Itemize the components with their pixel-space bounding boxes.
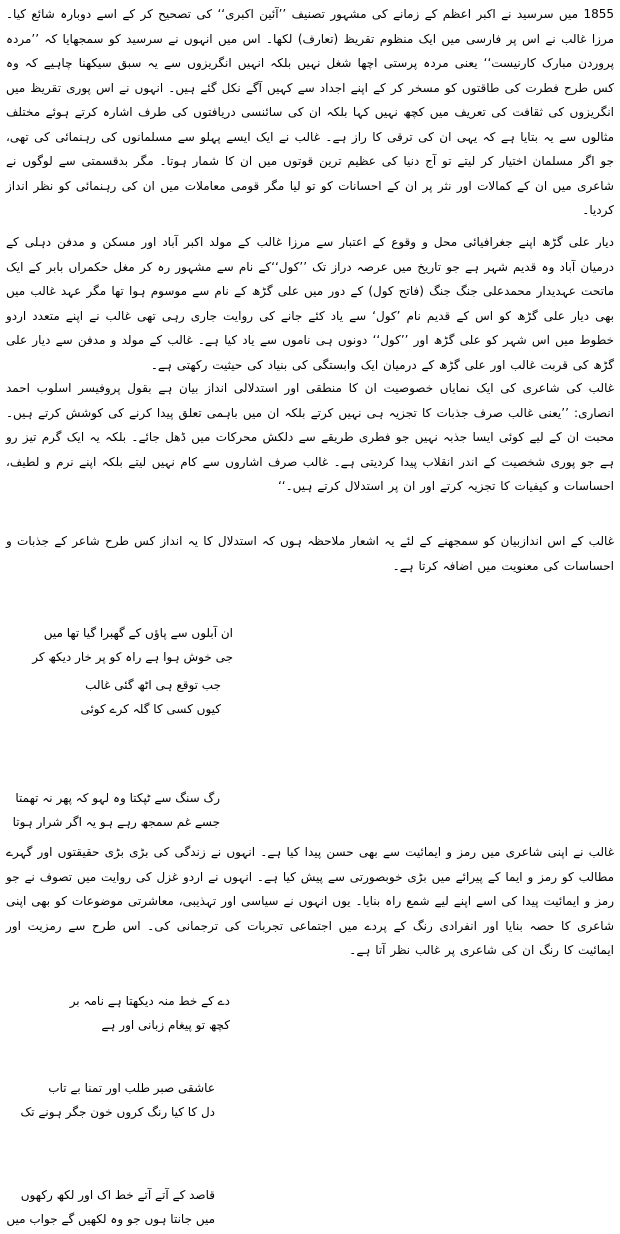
paragraph-logical-style: غالب کی شاعری کی ایک نمایاں خصوصیت ان کا منطقی اور استدلالی انداز بیان ہے بقول پروفیسر اسلوب احمد انصاری: ’’یعنی غالب صرف جذبات کا تجزیہ ہی نہیں کرتے بلکہ ان میں باہمی تعلق پیدا کرنے کی کوشش کرتے ہیں۔ محبت ان کے لیے کوئی ایسا جذبہ نہیں جو فطری طریقے سے دلکش محرکات میں ڈھل جائے۔ بلکہ یہ ایک گرم تیز رو ہے جو پوری شخصیت کے اندر انقلاب پیدا کردیتی ہے۔ غالب صرف اشاروں سے کام نہیں لیتے بلکہ اپنے نرم و لطیف، احساسات و کیفیات کا تجزیہ کرتے اور ان پر استدلال کرتے ہیں۔‘‘	[6, 381, 614, 493]
couplet	[80, 673, 221, 721]
paragraph-intro-verses: غالب کے اس اندازبیان کو سمجھنے کے لئے یہ اشعار ملاحظہ ہوں کہ استدلال کا یہ انداز کس طرح شاعر کے جذبات و احساسات کی معنویت میں اضافہ کرتا ہے۔	[6, 534, 614, 573]
paragraph-symbolism: غالب نے اپنی شاعری میں رمز و ایمائیت سے بھی حسن پیدا کیا ہے۔ انہوں نے زندگی کی بڑی بڑی حقیقتوں اور گہرے مطالب کو رمز و ایما کے پیرائے میں بڑی خوبصورتی سے پیش کیا ہے۔ انہوں نے اردو غزل کی روایت میں تصوف نے جو رمز و ایمائیت پیدا کی اسے اپنے لیے شمع راہ بنایا۔ یوں انہوں نے سیاسی اور تہذیبی، معاشرتی موضوعات کو بھی اپنی شاعری کا حصہ بنایا اور انفرادی رنگ کے پردے میں اجتماعی تجربات کی ترجمانی کی۔ اس طرح سے رمزیت اور ایمائیت کا رنگ ان کی شاعری پر غالب نظر آتا ہے۔	[6, 845, 614, 957]
paragraph-ain-e-akbari: 1855 میں سرسید نے اکبر اعظم کے زمانے کی مشہور تصنیف ’’آئین اکبری‘‘ کی تصحیح کر کے اسے دوبارہ شائع کیا۔ مرزا غالب نے اس پر فارسی میں ایک منظوم تقریظ (تعارف) لکھا۔ اس میں انہوں نے سرسید کو سمجھایا کہ ’’مردہ پروردن مبارک کارنیست‘‘ یعنی مردہ پرستی اچھا شغل نہیں بلکہ انہیں انگریزوں سے یہ سبق سیکھنا چاہیے کہ وہ کس طرح فطرت کی طاقتوں کو مسخر کر کے اپنے اجداد سے کہیں آگے نکل گئے ہیں۔ انہوں نے اس پوری تقریظ میں انگریزوں کی ثقافت کی تعریف میں کچھ نہیں کہا بلکہ ان کی سائنسی دریافتوں کی طرف اشارہ کرتے ہوئے مختلف مثالوں سے یہ بتایا ہے کہ یہی ان کی ترقی کا راز ہے۔ غالب نے ایک ایسے پہلو سے مسلمانوں کی رہنمائی کی تھی، جو اگر مسلمان اختیار کر لیتے تو آج دنیا کی عظیم ترین قوتوں میں ان کا شمار ہوتا۔ مگر بدقسمتی سے لوگوں نے شاعری میں ان کے کمالات اور نثر پر ان کے احسانات کو تو لیا مگر قومی معاملات میں ان کی رہنمائی کو نظر انداز کردیا۔	[6, 7, 614, 217]
couplet-line: رگ سنگ سے ٹپکتا وہ لہو کہ پھر نہ تھمتا	[15, 791, 220, 805]
couplet-line: دے کے خط منہ دیکھتا ہے نامہ بر	[69, 994, 230, 1008]
couplet-line: دل کا کیا رنگ کروں خون جگر ہونے تک	[20, 1105, 215, 1119]
couplet-line: کیوں کسی کا گلہ کرے کوئی	[80, 702, 221, 716]
couplet-line: جسے غم سمجھ رہے ہو یہ اگر شرار ہوتا	[12, 815, 220, 829]
couplet-line: قاصد کے آتے آتے خط اک اور لکھ رکھوں	[20, 1188, 215, 1202]
couplet-line: عاشقی صبر طلب اور تمنا بے تاب	[48, 1081, 215, 1095]
couplet	[20, 1076, 215, 1124]
couplet	[6, 1183, 215, 1231]
couplet-line: جب توقع ہی اٹھ گئی غالب	[85, 678, 221, 692]
couplet-line: کچھ تو پیغام زبانی اور ہے	[101, 1018, 230, 1032]
couplet-line: جی خوش ہوا ہے راہ کو پر خار دیکھ کر	[32, 650, 233, 664]
couplet-line: ان آبلوں سے پاؤں کے گھبرا گیا تھا میں	[43, 626, 233, 640]
paragraph-aligarh: دیار علی گڑھ اپنے جغرافیائی محل و وقوع کے اعتبار سے مرزا غالب کے مولد اکبر آباد اور مسکن و مدفن دہلی کے درمیان آباد وہ قدیم شہر ہے جو تاریخ میں عرصہ دراز تک ’’کول‘‘کے نام سے مشہور رہ کر مغل حکمراں بابر کے ایک ماتحت عہدیدار محمدعلی جنگ جنگ (فاتح کول) کے دور میں علی گڑھ کے نام سے موسوم ہوا تھا مگر عہد غالب میں بھی دیار علی گڑھ کو اس کے قدیم نام ’کول‘ سے یاد کئے جانے کی روایت جاری رہی تھی غالب نے اپنے متعدد اردو خطوط میں اس شہر کو علی گڑھ اور ’’کول‘‘ دونوں ہی ناموں سے یاد کیا ہے۔ غالب کے مولد و مدفن سے دیار علی گڑھ کی قربت غالب اور علی گڑھ کے درمیان ایک وابستگی کی بنیاد کی حیثیت رکھتی ہے۔	[6, 235, 614, 372]
couplet-line: میں جانتا ہوں جو وہ لکھیں گے جواب میں	[6, 1212, 215, 1226]
couplet	[13, 786, 220, 834]
couplet	[32, 621, 233, 669]
couplet	[70, 989, 230, 1037]
